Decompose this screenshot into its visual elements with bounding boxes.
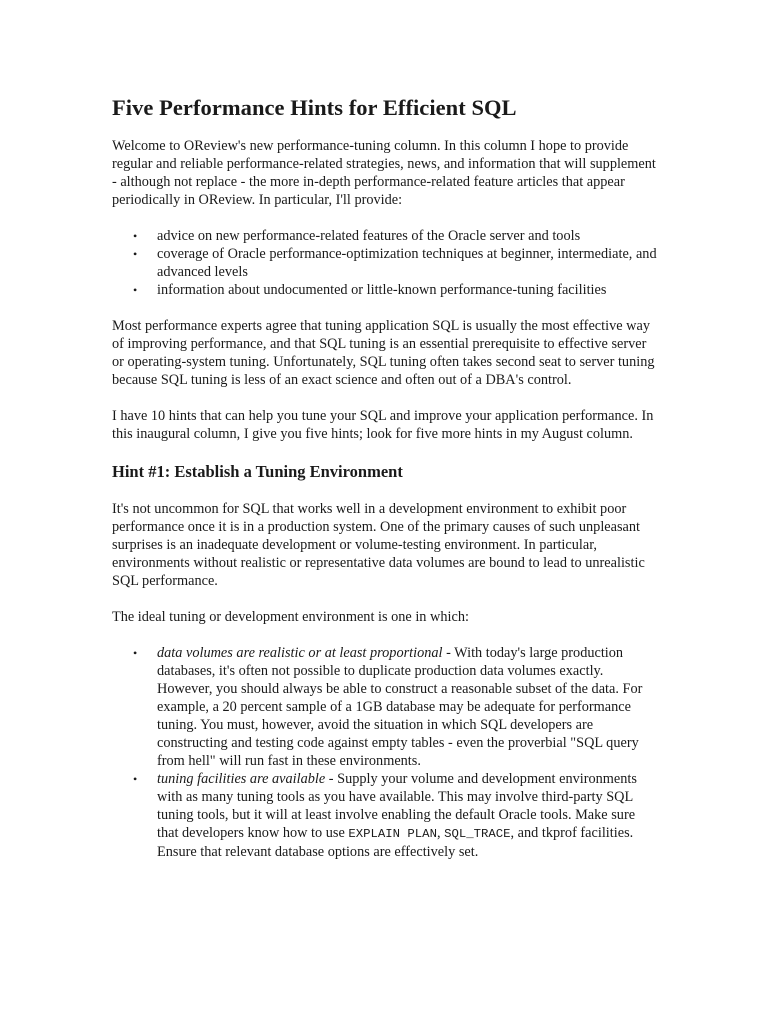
provide-list — [112, 227, 660, 299]
list-item — [112, 227, 660, 245]
hints-paragraph: I have 10 hints that can help you tune your SQL and improve your application performance. In this inaugural column, I give you five hints; look for five more hints in my August column. — [112, 408, 654, 442]
list-item-text: coverage of Oracle performance-optimization techniques at beginner, intermediate, and advanced levels — [157, 246, 657, 280]
list-item — [112, 245, 660, 281]
list-item — [112, 644, 660, 770]
list-item — [112, 281, 660, 299]
bullet-icon: • — [133, 772, 138, 786]
intro-paragraph: Welcome to OReview's new performance-tuning column. In this column I hope to provide regular and reliable performance-related strategies, news, and information that will supplement - although not replace - the more in-depth performance-related feature articles that appear periodically in OReview. In particular, I'll provide: — [112, 138, 656, 208]
page-title: Five Performance Hints for Efficient SQL — [112, 95, 517, 120]
bullet-icon: • — [133, 229, 138, 243]
list-item-text: advice on new performance-related features of the Oracle server and tools — [157, 228, 581, 244]
list-item-text: - With today's large production databases, it's often not possible to duplicate production data volumes exactly. However, you should always be able to construct a reasonable subset of the data. For example, a 20 percent sample of a 1GB database may be adequate for performance tuning. You must, however, avoid the situation in which SQL developers are constructing and testing code against empty tables - even the proverbial "SQL query from hell" will run fast in these environments. — [157, 645, 643, 769]
hint1-paragraph-1: It's not uncommon for SQL that works well in a development environment to exhibit poor performance once it is in a production system. One of the primary causes of such unpleasant surprises is an inadequate development or volume-testing environment. In particular, environments without realistic or representative data volumes are bound to lead to unrealistic SQL performance. — [112, 501, 645, 589]
list-item-term: tuning facilities are available — [157, 771, 326, 787]
bullet-icon: • — [133, 247, 138, 261]
list-item-text: information about undocumented or little-known performance-tuning facilities — [157, 282, 607, 298]
list-item-text: , and tkprof facilities. Ensure that relevant database options are effectively set. — [157, 825, 634, 860]
article — [112, 94, 660, 879]
hint1-heading: Hint #1: Establish a Tuning Environment — [112, 462, 403, 481]
bullet-icon: • — [133, 283, 138, 297]
ideal-environment-list — [112, 644, 660, 861]
bullet-icon: • — [133, 646, 138, 660]
list-item-term: data volumes are realistic or at least proportional — [157, 645, 443, 661]
experts-paragraph: Most performance experts agree that tuning application SQL is usually the most effective way of improving performance, and that SQL tuning is an essential prerequisite to effective server or operating-system tuning. Unfortunately, SQL tuning often takes second seat to server tuning because SQL tuning is less of an exact science and often out of a DBA's control. — [112, 318, 655, 388]
list-item-text: - Supply your volume and development environments with as many tuning tools as you have available. This may involve third-party SQL tuning tools, but it will at least involve enabling the default Oracle tools. Make sure that developers know how to use — [157, 771, 637, 841]
code-sql-trace: SQL_TRACE — [444, 827, 511, 841]
hint1-paragraph-2: The ideal tuning or development environment is one in which: — [112, 609, 469, 625]
code-explain-plan: EXPLAIN PLAN — [348, 827, 437, 841]
list-item — [112, 770, 660, 861]
list-item-text: , — [436, 825, 445, 841]
